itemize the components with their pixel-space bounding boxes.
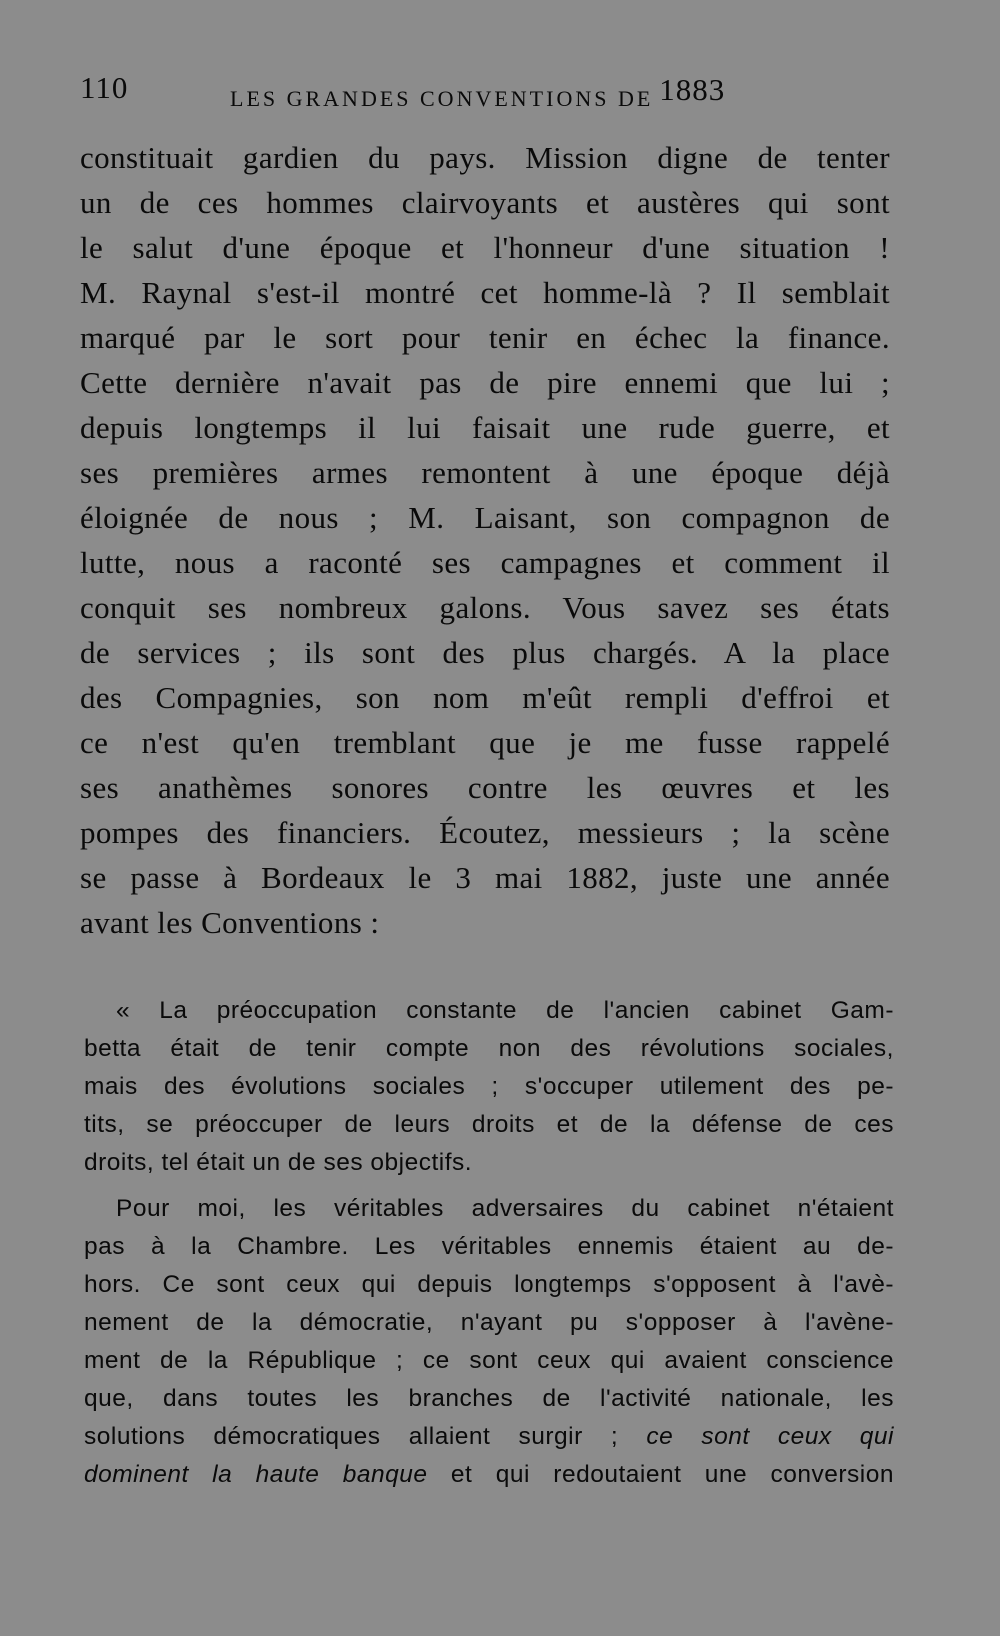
text-line: ses premières armes remontent à une époque déjà — [80, 455, 890, 490]
text-line: marqué par le sort pour tenir en échec la finance. — [80, 320, 890, 355]
text-line: un de ces hommes clairvoyants et austères qui sont — [80, 185, 890, 220]
quote-line: hors. Ce sont ceux qui depuis longtemps s'opposent à l'avè- — [84, 1271, 894, 1298]
text-line: des Compagnies, son nom m'eût rempli d'effroi et — [80, 680, 890, 715]
page-number: 110 — [80, 70, 129, 105]
running-head — [230, 72, 726, 114]
running-head-title: LES GRANDES CONVENTIONS DE — [230, 86, 654, 111]
quote-line: « La préoccupation constante de l'ancien cabinet Gam- — [116, 997, 894, 1024]
text-line: M. Raynal s'est-il montré cet homme-là ? Il semblait — [80, 275, 890, 310]
text-line: avant les Conventions : — [80, 905, 380, 940]
running-head-year: 1883 — [659, 72, 726, 107]
quote-line: betta était de tenir compte non des révolutions sociales, — [84, 1035, 894, 1062]
text-line: ce n'est qu'en tremblant que je me fusse rappelé — [80, 725, 890, 760]
text-line: ses anathèmes sonores contre les œuvres et les — [80, 770, 890, 805]
quote-line: tits, se préoccuper de leurs droits et de la défense de ces — [84, 1111, 894, 1138]
quote-italic-text: dominent la haute banque — [84, 1461, 428, 1488]
text-line: le salut d'une époque et l'honneur d'une situation ! — [80, 230, 890, 265]
page-header — [80, 70, 764, 110]
quote-line: que, dans toutes les branches de l'activité nationale, les — [84, 1385, 894, 1412]
quote-line: ment de la République ; ce sont ceux qui avaient conscience — [84, 1347, 894, 1374]
quote-italic-text: ce sont ceux qui — [646, 1423, 894, 1450]
text-line: éloignée de nous ; M. Laisant, son compagnon de — [80, 500, 890, 535]
quote-line — [84, 1423, 894, 1451]
quote-line: Pour moi, les véritables adversaires du cabinet n'étaient — [116, 1195, 894, 1222]
text-line: lutte, nous a raconté ses campagnes et comment il — [80, 545, 890, 580]
text-line: pompes des financiers. Écoutez, messieurs ; la scène — [80, 815, 890, 850]
text-line: se passe à Bordeaux le 3 mai 1882, juste une année — [80, 860, 890, 895]
text-line: Cette dernière n'avait pas de pire ennemi que lui ; — [80, 365, 890, 400]
quote-line: droits, tel était un de ses objectifs. — [84, 1149, 473, 1176]
text-line: conquit ses nombreux galons. Vous savez ses états — [80, 590, 890, 625]
quote-text: et qui redoutaient une conversion — [450, 1461, 894, 1488]
quote-line: nement de la démocratie, n'ayant pu s'opposer à l'avène- — [84, 1309, 894, 1336]
text-line: de services ; ils sont des plus chargés. A la place — [80, 635, 890, 670]
quote-line: mais des évolutions sociales ; s'occuper utilement des pe- — [84, 1073, 894, 1100]
quote-text: solutions démocratiques allaient surgir ; — [84, 1423, 619, 1450]
quote-line: pas à la Chambre. Les véritables ennemis étaient au de- — [84, 1233, 894, 1260]
quote-line — [84, 1461, 894, 1489]
text-line: depuis longtemps il lui faisait une rude guerre, et — [80, 410, 890, 445]
text-line: constituait gardien du pays. Mission digne de tenter — [80, 140, 890, 175]
